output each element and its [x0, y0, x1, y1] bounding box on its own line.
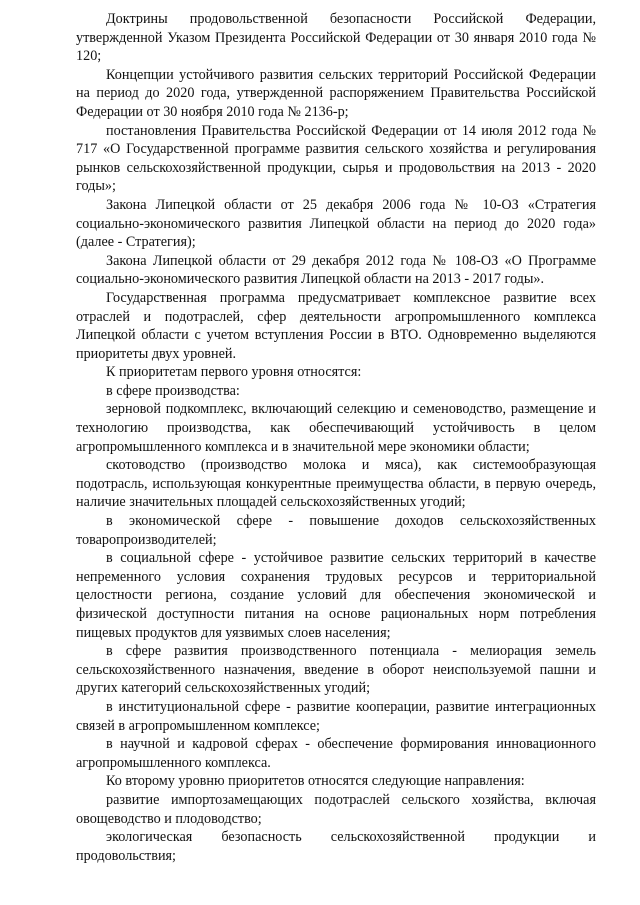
paragraph-first-level-heading: К приоритетам первого уровня относятся: [106, 364, 362, 381]
paragraph-social-sphere: в социальной сфере - устойчивое развитие сельских территорий в качестве непременного условия сохранения трудовых ресурсов и территориальной целостности региона, создание условий для обеспечения экономической и физической доступности питания на основе рациональных норм потребления пищевых продуктов для уязвимых слоев населения; [76, 550, 596, 641]
paragraph-ecological-safety: экологическая безопасность сельскохозяйственной продукции и продовольствия; [76, 829, 596, 864]
paragraph-law-108-oz: Закона Липецкой области от 29 декабря 2012 года № 108-ОЗ «О Программе социально-экономического развития Липецкой области на 2013 - 2017 годы». [76, 252, 596, 288]
paragraph-concept: Концепции устойчивого развития сельских территорий Российской Федерации на период до 2020 года, утвержденной распоряжением Правительства Российской Федерации от 30 ноября 2010 года № 2136-р; [76, 66, 596, 120]
paragraph-doctrine: Доктрины продовольственной безопасности Российской Федерации, утвержденной Указом Президента Российской Федерации от 30 января 2010 года № 120; [76, 11, 596, 65]
paragraph-science-personnel: в научной и кадровой сферах - обеспечение формирования инновационного агропромышленного комплекса. [76, 736, 596, 771]
paragraph-institutional-sphere: в институциональной сфере - развитие кооперации, развитие интеграционных связей в агропромышленном комплексе; [76, 698, 596, 734]
paragraph-program-overview: Государственная программа предусматривает комплексное развитие всех отраслей и подотраслей, сфер деятельности агропромышленного комплекса Липецкой области с учетом вступления России в ВТО. Одновременно выделяются приоритеты двух уровней. [76, 289, 596, 362]
paragraph-grain-subcomplex: зерновой подкомплекс, включающий селекцию и семеноводство, размещение и технологию производства, как обеспечивающий устойчивость в целом агропромышленного комплекса и в значительной мере экономики области; [76, 401, 596, 455]
paragraph-import-substitution: развитие импортозамещающих подотраслей сельского хозяйства, включая овощеводство и плодоводство; [76, 791, 596, 827]
paragraph-law-10-oz: Закона Липецкой области от 25 декабря 2006 года № 10-ОЗ «Стратегия социально-экономического развития Липецкой области на период до 2020 года» (далее - Стратегия); [76, 196, 596, 251]
paragraph-economic-sphere: в экономической сфере - повышение доходов сельскохозяйственных товаропроизводителей; [76, 513, 596, 548]
paragraph-production-potential: в сфере развития производственного потенциала - мелиорация земель сельскохозяйственного назначения, введение в оборот неиспользуемой пашни и других категорий сельскохозяйственных угодий; [76, 643, 596, 697]
paragraph-livestock: скотоводство (производство молока и мяса), как системообразующая подотрасль, использующая конкурентные преимущества области, в первую очередь, наличие значительных площадей сельскохозяйственных угодий; [76, 457, 596, 511]
document-page [76, 10, 596, 865]
paragraph-resolution-717: постановления Правительства Российской Федерации от 14 июля 2012 года № 717 «О Государственной программе развития сельского хозяйства и регулирования рынков сельскохозяйственной продукции, сырья и продовольствия на 2013 - 2020 годы»; [76, 122, 596, 195]
paragraph-second-level-heading: Ко второму уровню приоритетов относятся следующие направления: [106, 773, 525, 790]
paragraph-production-sphere: в сфере производства: [106, 382, 240, 399]
